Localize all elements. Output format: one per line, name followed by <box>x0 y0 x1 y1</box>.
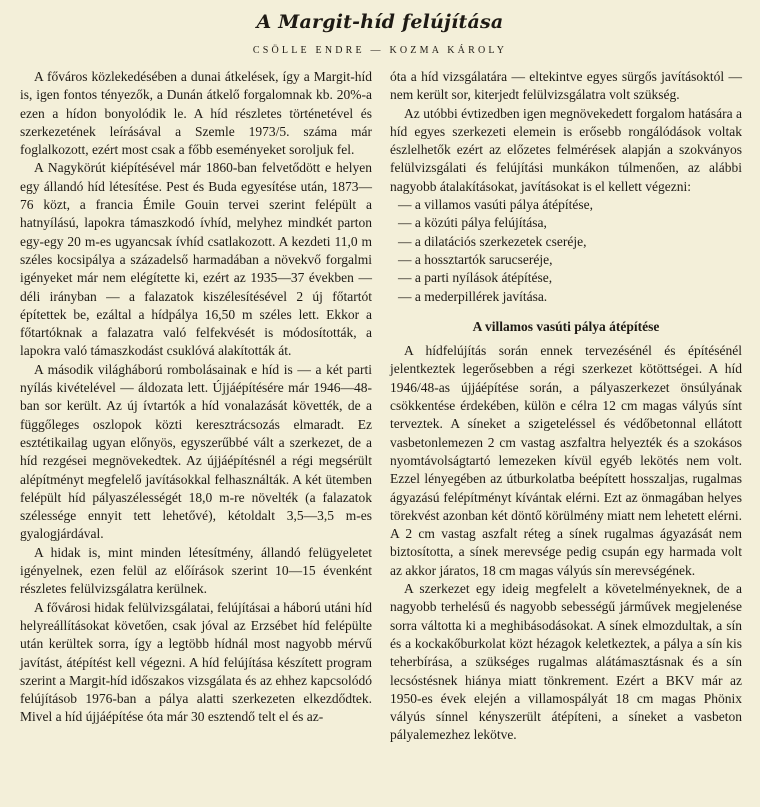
section-heading: A villamos vasúti pálya átépítése <box>472 318 660 334</box>
renovation-list <box>390 196 742 306</box>
list-item: — a villamos vasúti pálya átépítése, <box>398 197 593 213</box>
article-title: A Margit-híd felújítása <box>256 11 504 33</box>
list-item: — a közúti pálya felújítása, <box>398 215 547 231</box>
right-column <box>390 68 742 745</box>
paragraph: A szerkezet egy ideig megfelelt a követelményeknek, de a nagyobb terhelésű és nagyobb sebességű járművek megjelenése sorra váltotta ki a meghibásodásokat. A sínek elmozdultak, a sín és a kockakőburkolat közt hézagok keletkeztek, a pálya a sín kis teherbírása, a szükséges rugalmas alátámasztásnak és a sín lecsóstésnek hiánya miatt tönkrement. Ezért a BKV már az 1950-es évek elején a villamospályát 18 cm magas Phönix vályús sínnel kényszerült átépíteni, a síneket a vasbeton pályalemezhez lekötve. <box>390 581 742 743</box>
paragraph: A Nagykörút kiépítésével már 1860-ban felvetődött e helyen egy állandó híd létesítése. Pest és Buda egyesítése után, 1873—76 közt, a francia Émile Gouin tervei szerint felépült a hatnyílású, lapokra támaszkodó ívhíd, melyhez mindkét parton egy-egy 20 m-es ugyancsak ívhíd csatlakozott. A kezdeti 11,0 m széles kocsipálya a századelső harmadában a növekvő forgalmi igényeket már nem elégítette ki, ezért az 1935—37 években — déli irányban — a falazatok kiszélesítésével 2 új főtartót építettek be, ezáltal a hídpálya 16,50 m széles lett. Ekkor a főtartóknak a falazatra való felfekvését is módosították, a lapokra való támaszkodást csuklóvá alakították át. <box>20 160 372 359</box>
paragraph: A hídfelújítás során ennek tervezésénél és építésénél jelentkeztek legerősebben a régi szerkezet kötöttségei. A híd 1946/48-as újjáépítése során, a pályaszerkezet önsúlyának csökkentése érdekében, külön e célra 12 cm magas vályús sínt terveztek. A síneket a szigeteléssel és védőbetonnal ellátott vasbetonlemezen 2 cm vastag aszfaltra helyezték és a szokásos nyomtávolságtartó lemezeken kívül egyéb lekötés nem volt. Ezzel lényegében az útburkolatba beépített hosszaljas, rugalmas ágyazású felépítményt kívántak elérni. Ezt az önmagában helyes törekvést azonban két döntő körülmény miatt nem lehetett elérni. A 2 cm vastag aszfalt réteg a sínek rugalmas ágyazását nem biztosította, a sínek merevsége pedig csupán egy harmada volt az akkor járatos, 18 cm magas vályús sín merevségének. <box>390 343 743 578</box>
list-item: — a dilatációs szerkezetek cseréje, <box>398 233 587 249</box>
paragraph-continued: óta a híd vizsgálatára — eltekintve egyes sürgős javításoktól — nem került sor, kiterjedt felülvizsgálatra volt szükség. <box>390 69 742 103</box>
left-column <box>20 68 372 727</box>
paragraph: Az utóbbi évtizedben igen megnövekedett forgalom hatására a híd egyes szerkezeti elemein is erősebb rongálódások voltak észlelhetők ezért az előzetes felmérések alapján a szokványos felülvizsgálati és felújítási munkákon túlmenően, az alábbi nagyobb átalakításokat, javításokat is el kellett végezni: <box>390 105 742 194</box>
paragraph: A második világháború rombolásainak e híd is — a két parti nyílás kivételével — áldozata lett. Újjáépítésére már 1946—48-ban sor került. Az új ívtartók a híd vonalazását követték, de a függőleges oszlopok közti keresztrácsozás elmaradt. Ez esztétikailag ugyan előnyös, egyszerűbbé vált a szerkezet, de a híd rezgései megnövekedtek. Az újjáépítésnél a régi megsérült alépítményt megfelelő javításokkal felhasználták. A két ütemben felépült híd pályaszélességét 18,0 m-re növelték (a falazatok szélessége ennyit tett lehetővé), kétoldalt 3,5—3,5 m-es gyalogjárdával. <box>20 361 372 542</box>
list-item: — a parti nyílások átépítése, <box>398 270 553 286</box>
article-authors: CSÖLLE ENDRE — KOZMA KÁROLY <box>252 45 508 56</box>
paragraph: A hidak is, mint minden létesítmény, állandó felügyeletet igényelnek, ezen felül az előírások szerint 10—15 évenként részletes felülvizsgálatra kerülnek. <box>20 544 372 597</box>
list-item: — a mederpillérek javítása. <box>398 288 548 304</box>
paragraph: A főváros közlekedésében a dunai átkelések, így a Margit-híd is, igen fontos tényezők, a Dunán átkelő forgalomnak kb. 20%-a ezen a hídon bonyolódik le. A híd részletes történetével és szerkezetének leírásával a Szemle 1973/5. száma már foglalkozott, ezért most csak a főbb eseményeket soroljuk fel. <box>20 69 372 158</box>
paragraph: A fővárosi hidak felülvizsgálatai, felújításai a háború utáni híd helyreállításokat követően, csak jóval az Erzsébet híd felépülte után kerültek sorra, így a legtöbb hídnál most nagyobb mérvű javítást, átépítést kell végezni. A híd felújítása készített program szerint a Margit-híd időszakos vizsgálata és az ehhez kapcsolódó felújításob 1976-ban a pálya alatti szerkezeten elkezdődtek. Mivel a híd újjáépítése óta már 30 esztendő telt el és az- <box>20 599 372 725</box>
list-item: — a hossztartók sarucseréje, <box>398 251 553 267</box>
